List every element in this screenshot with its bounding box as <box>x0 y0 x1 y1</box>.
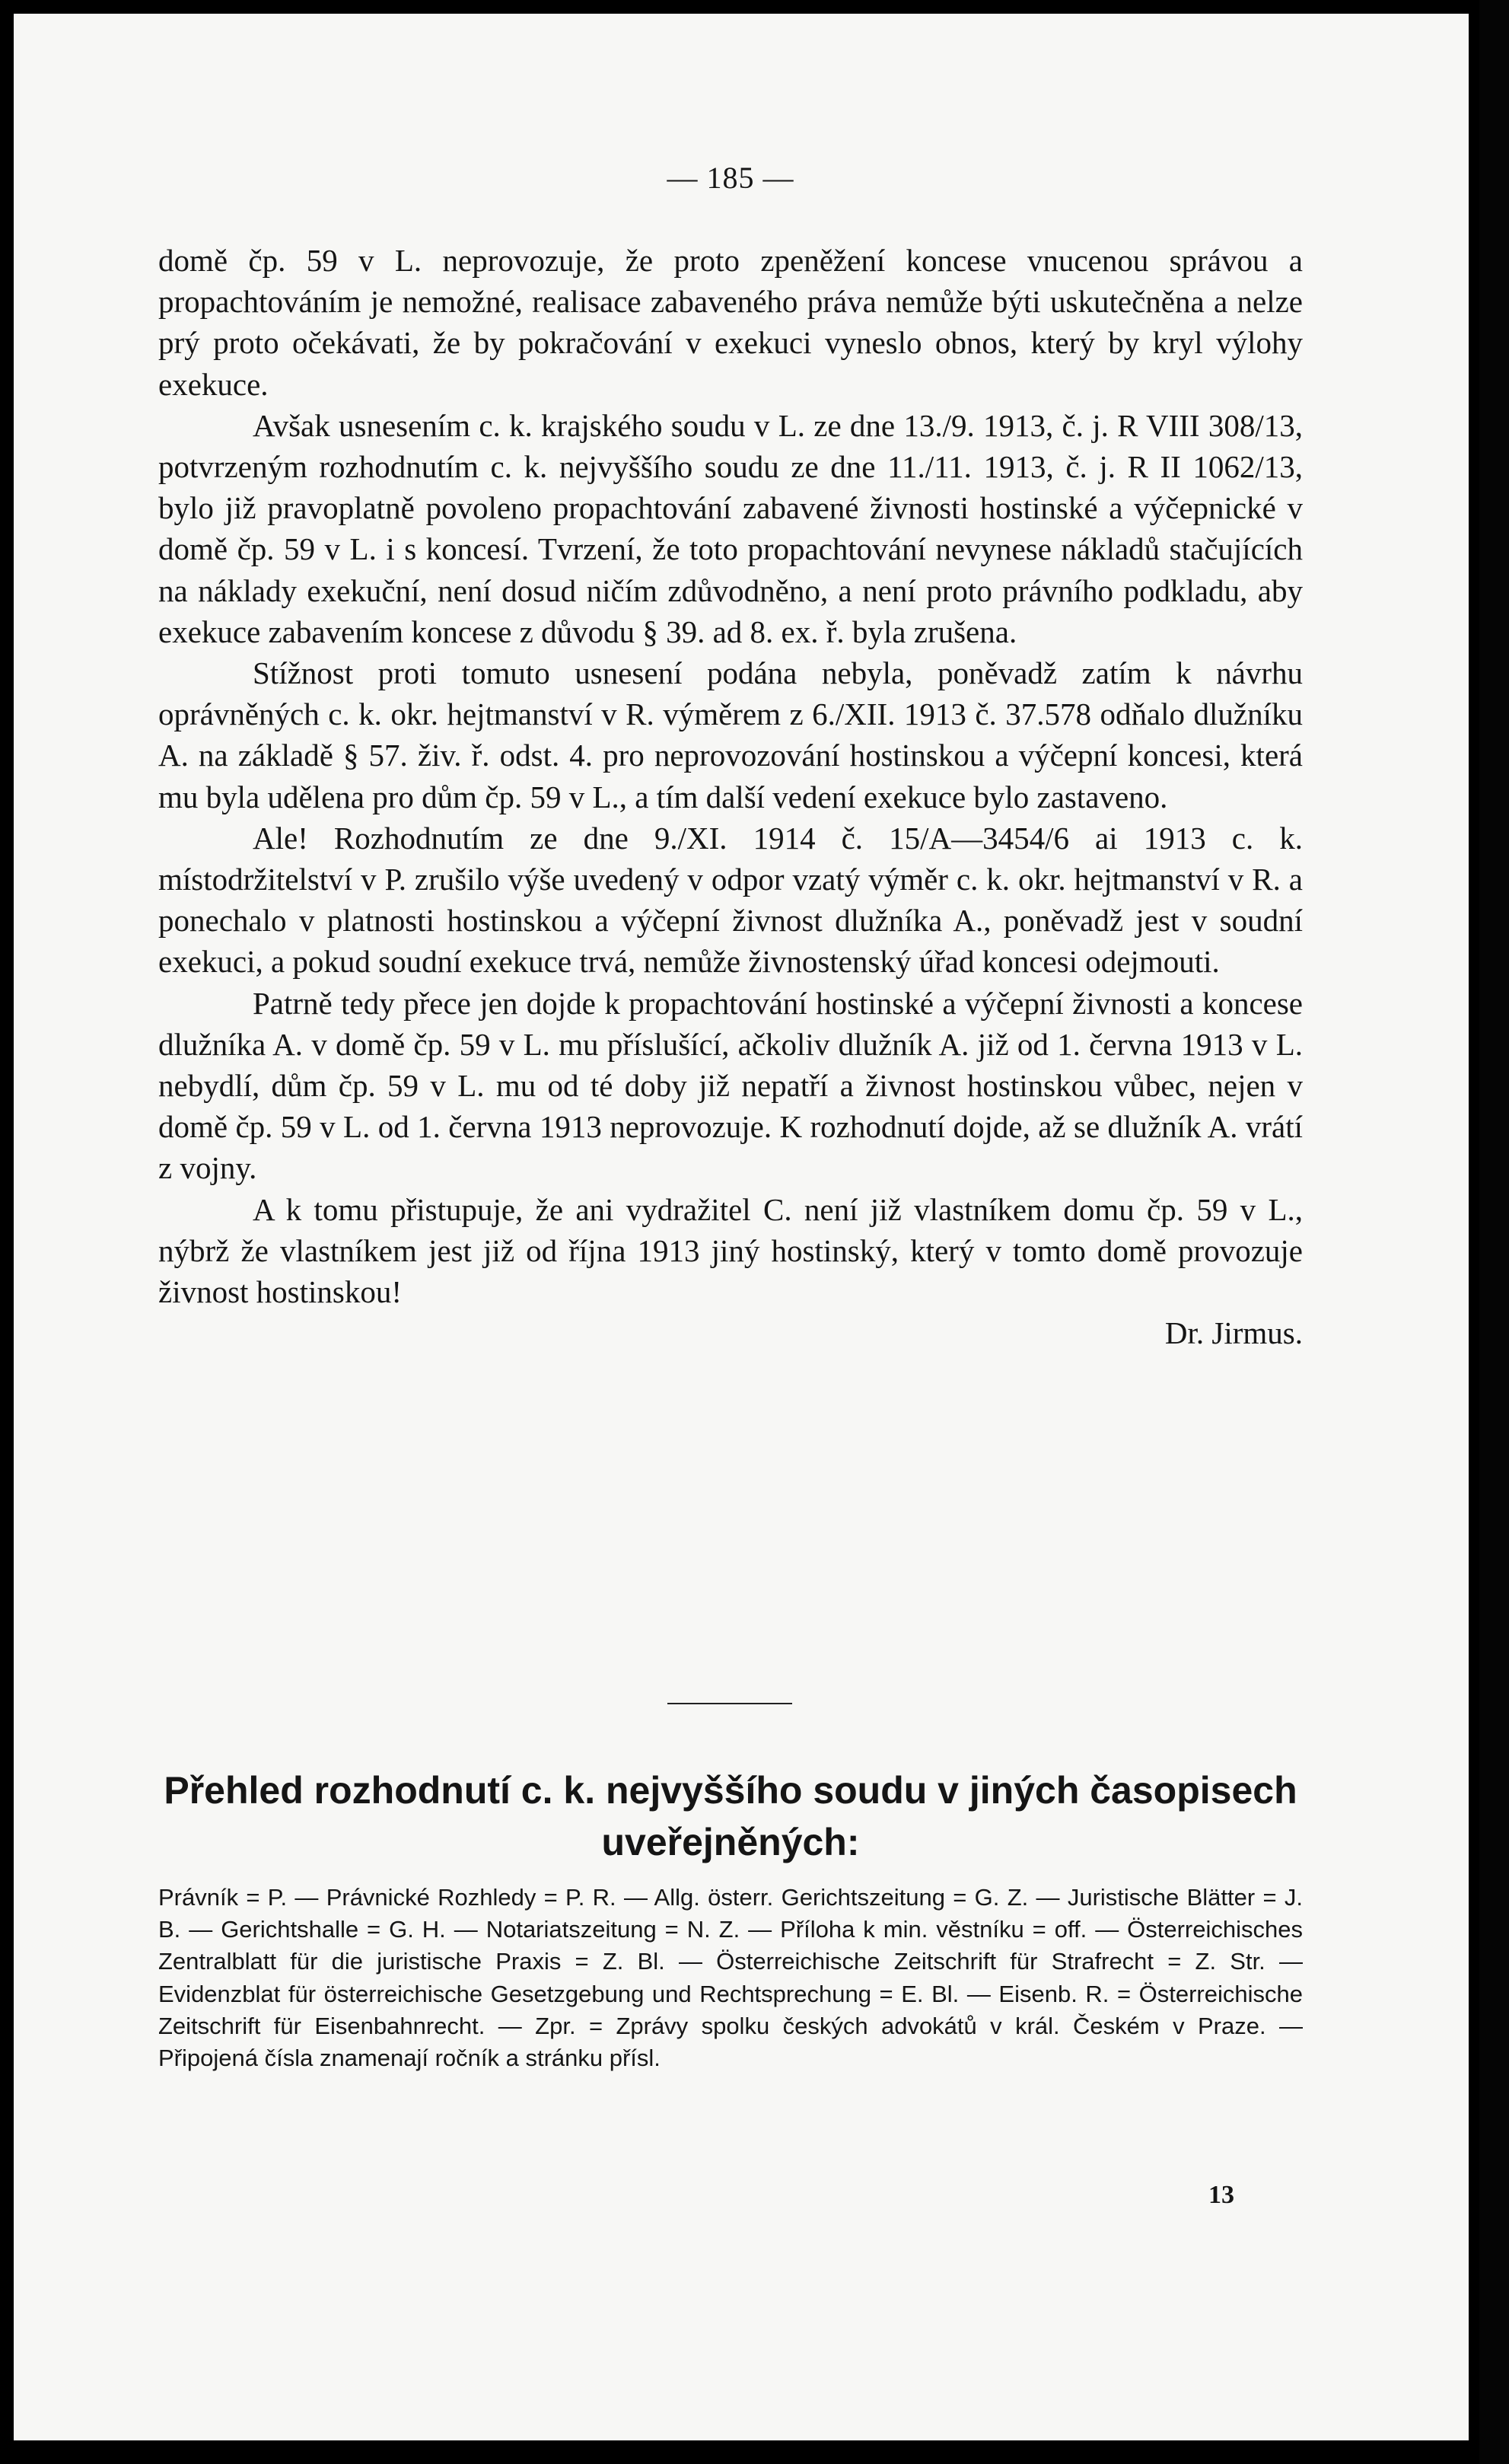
paragraph-2: Avšak usnesením c. k. krajského soudu v L. ze dne 13./9. 1913, č. j. R VIII 308/13, potvrzeným rozhodnutím c. k. nejvyššího soudu ze dne 11./11. 1913, č. j. R II 1062/13, bylo již pravoplatně povoleno propachtování zabavené živnosti hostinské a výčepnické v domě čp. 59 v L. i s koncesí. Tvrzení, že toto propachtování nevynese nákladů stačujících na náklady exekuční, není dosud ničím zdůvodněno, a není proto právního podkladu, aby exekuce zabavením koncese z důvodu § 39. ad 8. ex. ř. byla zrušena. <box>158 407 1303 649</box>
page-number: — 185 — <box>667 161 794 195</box>
section-divider <box>667 1703 792 1704</box>
section-title: Přehled rozhodnutí c. k. nejvyššího soudu v jiných časopisech uveřejněných: <box>164 1769 1297 1863</box>
article-body <box>158 240 1303 1353</box>
scan-border-right <box>1479 0 1509 2464</box>
paragraph-1: domě čp. 59 v L. neprovozuje, že proto zpeněžení koncese vnucenou správou a propachtováním je nemožné, realisace zabaveného práva nemůže býti uskutečněna a nelze prý proto očekávati, že by pokračování v exekuci vyneslo obnos, který by kryl výlohy exekuce. <box>158 243 1303 402</box>
paragraph-3: Stížnost proti tomuto usnesení podána nebyla, poněvadž zatím k návrhu oprávněných c. k. okr. hejtmanství v R. výměrem z 6./XII. 1913 č. 37.578 odňalo dlužníku A. na základě § 57. živ. ř. odst. 4. pro neprovozování hostinskou a výčepní koncesi, která mu byla udělena pro dům čp. 59 v L., a tím další vedení exekuce bylo zastaveno. <box>158 655 1303 814</box>
paragraph-5: Patrně tedy přece jen dojde k propachtování hostinské a výčepní živnosti a koncese dlužníka A. v domě čp. 59 v L. mu příslušící, ačkoliv dlužník A. již od 1. června 1913 v L. nebydlí, dům čp. 59 v L. mu od té doby již nepatří a živnost hostinskou vůbec, nejen v domě čp. 59 v L. od 1. června 1913 neprovozuje. K rozhodnutí dojde, až se dlužník A. vrátí z vojny. <box>158 985 1303 1186</box>
sheet-signature-mark: 13 <box>1208 2181 1234 2209</box>
paragraph-6: A k tomu přistupuje, že ani vydražitel C. není již vlastníkem domu čp. 59 v L., nýbrž že vlastníkem jest již od října 1913 jiný hostinský, který v tomto domě provozuje živnost hostinskou! <box>158 1191 1303 1310</box>
author-signature: Dr. Jirmus. <box>1164 1315 1303 1351</box>
paragraph-4: Ale! Rozhodnutím ze dne 9./XI. 1914 č. 15/A—3454/6 ai 1913 c. k. místodržitelství v P. zrušilo výše uvedený v odpor vzatý výměr c. k. okr. hejtmanství v R. a ponechalo v platnosti hostinskou a výčepní živnost dlužníka A., poněvadž jest v soudní exekuci, a pokud soudní exekuce trvá, nemůže živnostenský úřad koncesi odejmouti. <box>158 820 1303 980</box>
abbreviation-legend: Právník = P. — Právnické Rozhledy = P. R. — Allg. österr. Gerichtszeitung = G. Z. — Juristische Blätter = J. B. — Gerichtshalle = G. H. — Notariatszeitung = N. Z. — Příloha k min. věstníku = off. — Österreichisches Zentralblatt für die juristische Praxis = Z. Bl. — Österreichische Zeitschrift für Strafrecht = Z. Str. — Evidenzblat für österreichische Gesetzgebung und Rechtsprechung = E. Bl. — Eisenb. R. = Österreichische Zeitschrift für Eisenbahnrecht. — Zpr. = Zprávy spolku českých advokátů v král. Českém v Praze. — Připojená čísla znamenají ročník a stránku přísl. <box>158 1884 1303 2072</box>
